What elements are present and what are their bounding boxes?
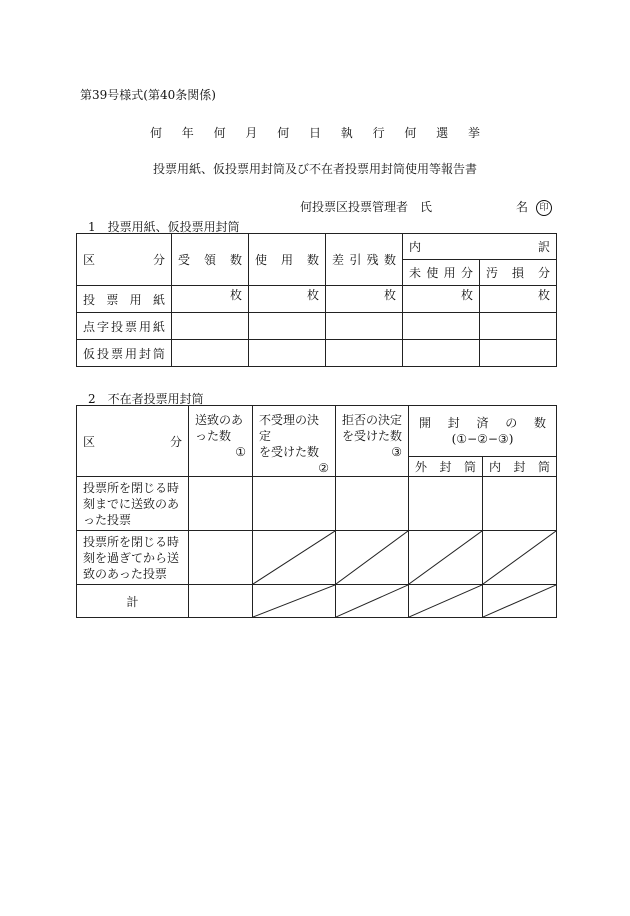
- received-cell[interactable]: [172, 313, 249, 340]
- election-title-char: 何: [150, 126, 163, 140]
- election-title-char: 日: [308, 126, 321, 140]
- sent-cell[interactable]: [189, 531, 253, 585]
- outer-envelope-cell[interactable]: [409, 477, 483, 531]
- row-label-total: 計: [77, 585, 189, 618]
- election-title-char: 何: [213, 126, 226, 140]
- row-label-provisional-envelope: 仮 投 票 用 封 筒: [77, 340, 172, 367]
- col-used: 使 用 数: [249, 234, 326, 286]
- administrator-name-label: 名: [516, 200, 529, 214]
- inner-total-crossed: [483, 585, 557, 618]
- col-outer-envelope: 外 封 筒: [409, 457, 483, 477]
- inner-envelope-cell[interactable]: [483, 477, 557, 531]
- col-refused: 拒否の決定 を受けた数 ③: [336, 406, 409, 477]
- refused-cell[interactable]: [336, 477, 409, 531]
- refused-total-crossed: [336, 585, 409, 618]
- election-title-char: 月: [245, 126, 258, 140]
- col-sent: 送致のあ った数 ①: [189, 406, 253, 477]
- col-damaged: 汚 損 分: [480, 260, 557, 286]
- balance-cell[interactable]: 枚: [326, 286, 403, 313]
- col-rejected: 不受理の決定 を受けた数 ②: [253, 406, 336, 477]
- form-number: 第39号様式(第40条関係): [80, 88, 216, 102]
- balance-cell[interactable]: [326, 313, 403, 340]
- absentee-envelope-table: [76, 405, 557, 618]
- rejected-total-crossed: [253, 585, 336, 618]
- balance-cell[interactable]: [326, 340, 403, 367]
- election-title-char: 選: [436, 126, 449, 140]
- received-cell[interactable]: [172, 340, 249, 367]
- administrator-line: [300, 198, 552, 216]
- damaged-cell[interactable]: [480, 340, 557, 367]
- election-title-char: 執: [340, 126, 353, 140]
- received-cell[interactable]: 枚: [172, 286, 249, 313]
- seal-icon: 印: [536, 200, 552, 216]
- damaged-cell[interactable]: [480, 313, 557, 340]
- election-title: [150, 124, 480, 141]
- document-title: 投票用紙、仮投票用封筒及び不在者投票用封筒使用等報告書: [152, 162, 477, 176]
- rejected-cell[interactable]: [253, 477, 336, 531]
- col-balance: 差 引 残 数: [326, 234, 403, 286]
- row-label-before-close: 投票所を閉じる時 刻までに送致のあ った投票: [77, 477, 189, 531]
- col-opened: 開 封 済 の 数 (①−②−③): [409, 406, 557, 457]
- table-row: [77, 531, 557, 585]
- table-row: [77, 313, 557, 340]
- col-breakdown: 内 訳: [403, 234, 557, 260]
- outer-total-crossed: [409, 585, 483, 618]
- sent-total-cell[interactable]: [189, 585, 253, 618]
- used-cell[interactable]: [249, 313, 326, 340]
- col-received: 受 領 数: [172, 234, 249, 286]
- election-title-char: 何: [277, 126, 290, 140]
- row-label-ballot-paper: 投 票 用 紙: [77, 286, 172, 313]
- unused-cell[interactable]: 枚: [403, 286, 480, 313]
- sent-cell[interactable]: [189, 477, 253, 531]
- election-title-char: 挙: [467, 126, 480, 140]
- outer-envelope-cell-crossed: [409, 531, 483, 585]
- table-row: [77, 286, 557, 313]
- col-unused: 未 使 用 分: [403, 260, 480, 286]
- refused-cell-crossed: [336, 531, 409, 585]
- election-title-char: 行: [372, 126, 385, 140]
- row-label-braille-ballot: 点 字 投 票 用 紙: [77, 313, 172, 340]
- used-cell[interactable]: [249, 340, 326, 367]
- ballot-paper-table: [76, 233, 557, 367]
- col-kubun: 区 分: [77, 406, 189, 477]
- table-row: [77, 340, 557, 367]
- used-cell[interactable]: 枚: [249, 286, 326, 313]
- col-kubun: 区 分: [77, 234, 172, 286]
- administrator-label: 何投票区投票管理者 氏: [300, 200, 433, 214]
- section2-heading: 2 不在者投票用封筒: [88, 392, 204, 406]
- rejected-cell-crossed: [253, 531, 336, 585]
- unused-cell[interactable]: [403, 313, 480, 340]
- election-title-char: 年: [181, 126, 194, 140]
- table-row: [77, 585, 557, 618]
- election-title-char: 何: [404, 126, 417, 140]
- damaged-cell[interactable]: 枚: [480, 286, 557, 313]
- unused-cell[interactable]: [403, 340, 480, 367]
- inner-envelope-cell-crossed: [483, 531, 557, 585]
- table-row: [77, 477, 557, 531]
- section1-heading: 1 投票用紙、仮投票用封筒: [88, 220, 240, 234]
- row-label-after-close: 投票所を閉じる時 刻を過ぎてから送 致のあった投票: [77, 531, 189, 585]
- col-inner-envelope: 内 封 筒: [483, 457, 557, 477]
